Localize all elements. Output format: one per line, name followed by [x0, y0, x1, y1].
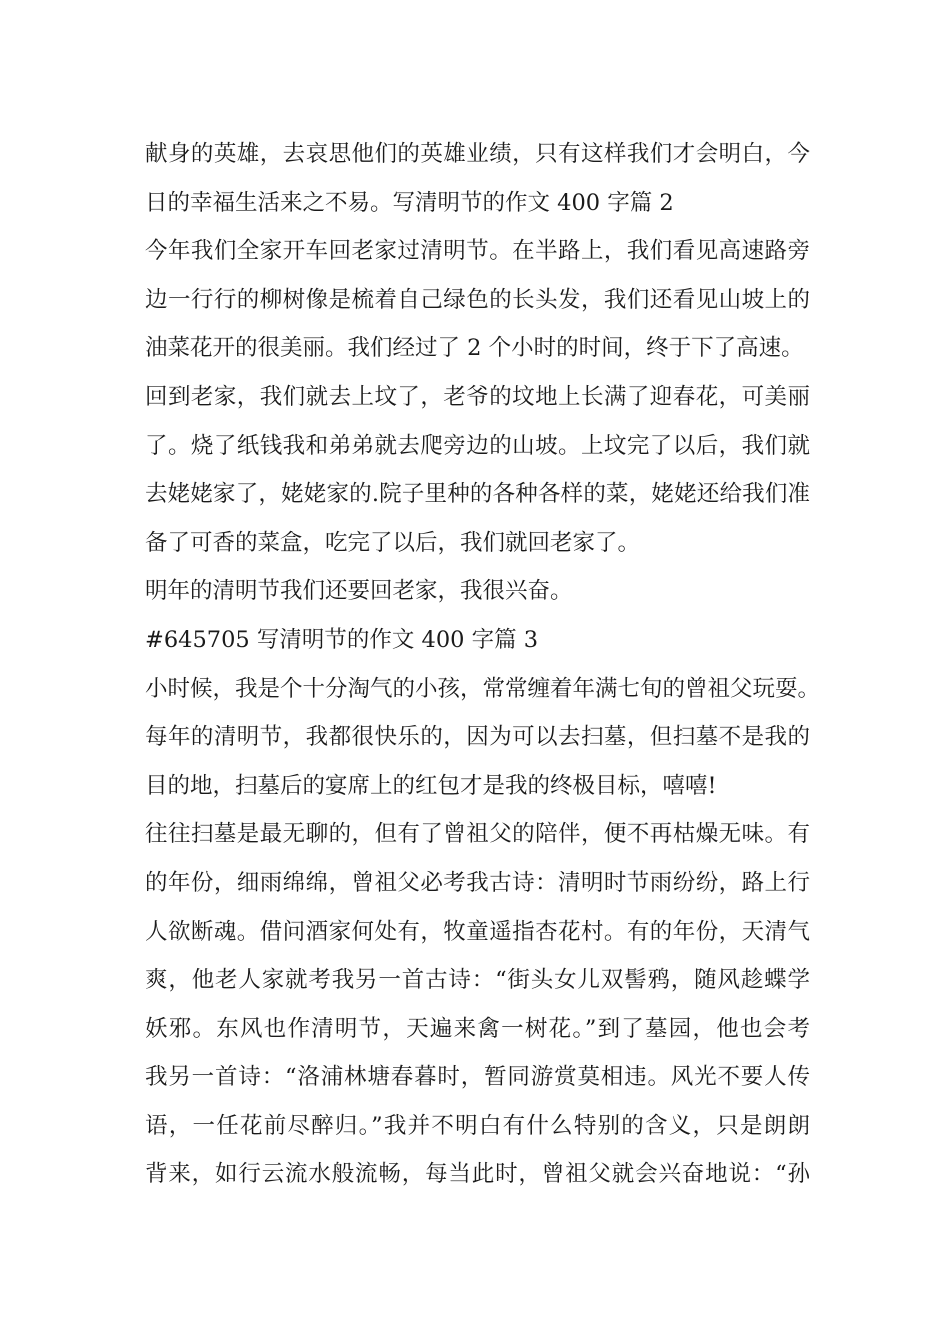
text-line: 明年的清明节我们还要回老家，我很兴奋。 [145, 578, 573, 605]
text-line: 今年我们全家开车回老家过清明节。在半路上，我们看见高速路旁 [145, 238, 810, 265]
section-heading: #645705 写清明节的作文 400 字篇 3 [145, 626, 539, 653]
text-line: 妖邪。东风也作清明节，天遍来禽一树花。”到了墓园，他也会考 [145, 1015, 810, 1042]
text-line: 油菜花开的很美丽。我们经过了 2 个小时的时间，终于下了高速。 [145, 335, 804, 362]
text-line: 背来，如行云流水般流畅，每当此时，曾祖父就会兴奋地说：“孙 [145, 1161, 810, 1188]
text-line: 往往扫墓是最无聊的，但有了曾祖父的陪伴，便不再枯燥无味。有 [145, 821, 810, 848]
text-line: 边一行行的柳树像是梳着自己绿色的长头发，我们还看见山坡上的 [145, 286, 810, 313]
text-line: 目的地，扫墓后的宴席上的红包才是我的终极目标，嘻嘻! [145, 772, 717, 799]
text-line: 小时候，我是个十分淘气的小孩，常常缠着年满七旬的曾祖父玩耍。 [145, 675, 821, 702]
text-line: 每年的清明节，我都很快乐的，因为可以去扫墓，但扫墓不是我的 [145, 724, 810, 751]
text-line: 语，一任花前尽醉归。”我并不明白有什么特别的含义，只是朗朗 [145, 1112, 810, 1139]
text-line: 备了可香的菜盒，吃完了以后，我们就回老家了。 [145, 529, 641, 556]
text-line: 的年份，细雨绵绵，曾祖父必考我古诗：清明时节雨纷纷，路上行 [145, 869, 810, 896]
text-line: 爽，他老人家就考我另一首古诗：“街头女儿双髻鸦，随风趁蝶学 [145, 967, 810, 994]
text-line: 我另一首诗：“洛浦林塘春暮时，暂同游赏莫相违。风光不要人传 [145, 1064, 810, 1091]
text-line: 了。烧了纸钱我和弟弟就去爬旁边的山坡。上坟完了以后，我们就 [145, 432, 810, 459]
text-line: 人欲断魂。借问酒家何处有，牧童遥指杏花村。有的年份，天清气 [145, 918, 810, 945]
text-line: 去姥姥家了，姥姥家的.院子里种的各种各样的菜，姥姥还给我们准 [145, 481, 810, 508]
text-line: 日的幸福生活来之不易。写清明节的作文 400 字篇 2 [145, 189, 674, 216]
text-line: 回到老家，我们就去上坟了，老爷的坟地上长满了迎春花，可美丽 [145, 383, 810, 410]
document-body-text [145, 130, 821, 1199]
text-line: 献身的英雄，去哀思他们的英雄业绩，只有这样我们才会明白，今 [145, 141, 810, 167]
